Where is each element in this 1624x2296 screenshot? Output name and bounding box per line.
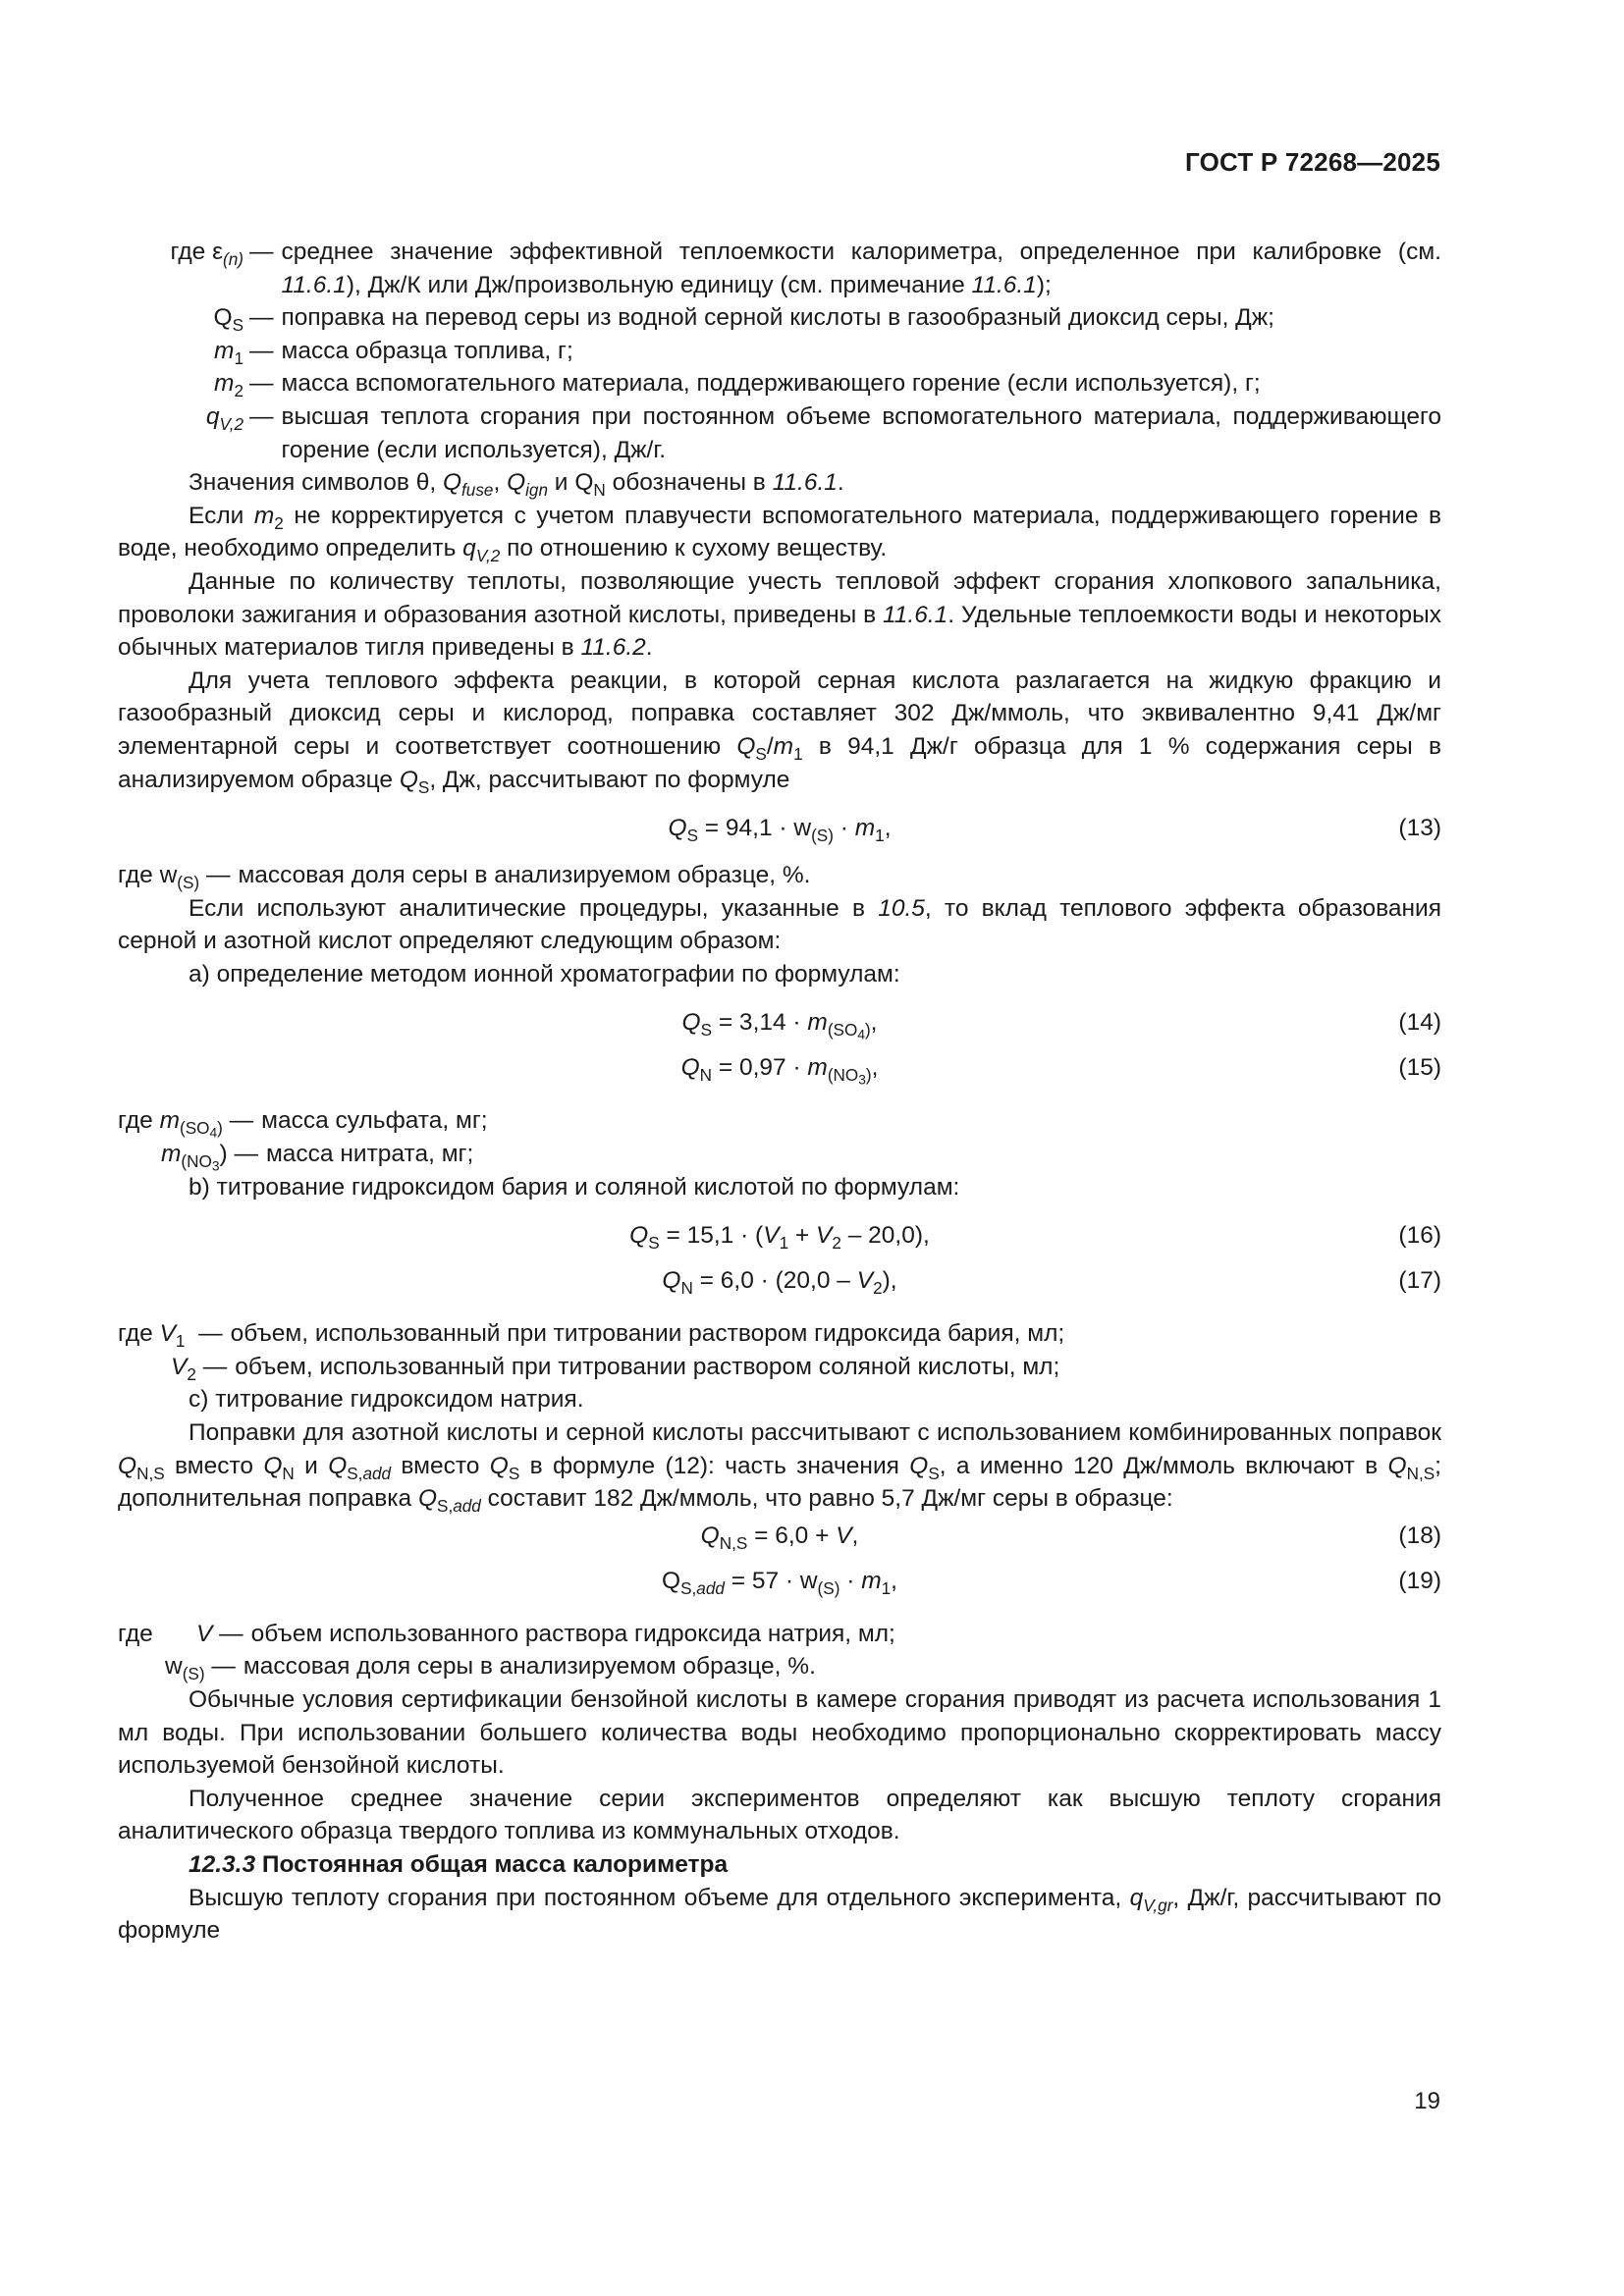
page-body: [118, 236, 1441, 1948]
definition-m-so4: где $m_{(SO_4)}$ — масса сульфата, мг;: [118, 1107, 488, 1141]
paragraph-m2-buoyancy: Если $m_2$ не корректируется с учетом плавучести вспомогательного материала, поддерживающего горение в воде, необходимо определить $q_{V,2}$ по отношению к сухому веществу.: [118, 502, 1441, 566]
definition-m2: $m_2$ — масса вспомогательного материала, поддерживающего горение (если используется), г;: [214, 370, 1261, 401]
definition-v2: $V_2$ — объем, использованный при титровании раствором соляной кислоты, мл;: [171, 1353, 1060, 1384]
paragraph-mean-value: Полученное среднее значение серии экспериментов определяют как высшую теплоту сгорания аналитического образца твердого топлива из коммунальных отходов.: [118, 1785, 1441, 1845]
definition-ws: где $w_{(S)}$ — массовая доля серы в анализируемом образце, %.: [118, 862, 811, 893]
equation-number: (19): [1398, 1567, 1441, 1594]
definition-qv2: $q_{V,2}$ — высшая теплота сгорания при постоянном объеме вспомогательного материала, поддерживающего горение (если используется), Дж/г.: [205, 402, 1441, 463]
equation-number: (15): [1398, 1054, 1441, 1082]
paragraph-certification: Обычные условия сертификации бензойной кислоты в камере сгорания приводят из расчета использования 1 мл воды. При использовании большего количества воды необходимо пропорционально скорректировать массу используемой бензойной кислоты.: [118, 1686, 1441, 1780]
formula-18: $Q_{N,S} = 6,0 + V$, (18): [118, 1516, 1441, 1555]
paragraph-gross-calorific: Высшую теплоту сгорания при постоянном объеме для отдельного эксперимента, $q_{V,gr}$, Дж/г, рассчитывают по формуле: [118, 1884, 1441, 1945]
formula-16: $Q_S = 15,1 \cdot (V_1 + V_2 - 20,0)$, (16): [118, 1215, 1441, 1255]
definition-m-no3: $m_{(NO_3}$) — масса нитрата, мг;: [161, 1141, 474, 1174]
equation-number: (17): [1398, 1267, 1441, 1295]
paragraph-symbols: Значения символов θ, $Q_{fuse}$, $Q_{ign}$ и $Q_N$ обозначены в 11.6.1.: [189, 469, 844, 501]
definition-ws-2: $w_{(S)}$ — массовая доля серы в анализируемом образце, %.: [165, 1653, 816, 1684]
definition-m1: $m_1$ — масса образца топлива, г;: [214, 337, 573, 368]
item-b-barium-titration: b) титрование гидроксидом бария и соляной кислотой по формулам:: [189, 1173, 960, 1201]
definition-qs: $Q_S$ — поправка на перевод серы из водной серной кислоты в газообразный диоксид серы, Дж;: [213, 304, 1274, 336]
equation-number: (14): [1398, 1009, 1441, 1037]
paragraph-heat-data: Данные по количеству теплоты, позволяющие учесть тепловой эффект сгорания хлопкового запальника, проволоки зажигания и образования азотной кислоты, приведены в 11.6.1. Удельные теплоемкости воды и некоторых обычных материалов тигля приведены в 11.6.2.: [118, 567, 1441, 662]
paragraph-reaction: Для учета теплового эффекта реакции, в которой серная кислота разлагается на жидкую фракцию и газообразный диоксид серы и кислород, поправка составляет 302 Дж/ммоль, что эквивалентно 9,41 Дж/мг элементарной серы и соответствует соотношению $Q_S/m_1$ в 94,1 Дж/г образца для 1 % содержания серы в анализируемом образце $Q_S$, Дж, рассчитывают по формуле: [118, 667, 1442, 797]
paragraph-corrections: Поправки для азотной кислоты и серной кислоты рассчитывают с использованием комбинированных поправок $Q_{N,S}$ вместо $Q_N$ и $Q_{S,add}$ вместо $Q_S$ в формуле (12): часть значения $Q_S$, а именно 120 Дж/ммоль включают в $Q_{N,S}$; дополнительная поправка $Q_{S,add}$ составит 182 Дж/ммоль, что равно 5,7 Дж/мг серы в образце:: [118, 1419, 1441, 1517]
formula-15: $Q_N = 0,97 \cdot m_{(NO_3)}$, (15): [118, 1047, 1441, 1087]
definition-epsilon: где $\varepsilon_{(n)}$ — среднее значение эффективной теплоемкости калориметра, определенное при калибровке (см. 11.6.1), Дж/К или Дж/произвольную единицу (см. примечание 11.6.1);: [170, 239, 1441, 298]
paragraph-analytical: Если используют аналитические процедуры, указанные в 10.5, то вклад теплового эффекта образования серной и азотной кислот определяют следующим образом:: [118, 894, 1442, 955]
equation-number: (16): [1398, 1222, 1441, 1250]
equation-number: (18): [1398, 1522, 1441, 1549]
document-code-header: ГОСТ Р 72268—2025: [1185, 147, 1440, 177]
equation-number: (13): [1398, 815, 1441, 842]
definition-v-naoh: где V — объем использованного раствора гидроксида натрия, мл;: [118, 1620, 895, 1647]
definition-v1: где $V_1$ — объем, использованный при титровании раствором гидроксида бария, мл;: [118, 1320, 1065, 1352]
formula-13: $Q_S = 94,1 \cdot w_{(S)} \cdot m_1$, (13): [118, 808, 1441, 847]
section-heading-12-3-3: 12.3.3 Постоянная общая масса калориметра: [189, 1850, 729, 1878]
item-a-ion-chromatography: а) определение методом ионной хроматографии по формулам:: [189, 960, 900, 988]
page-number: 19: [1414, 2088, 1440, 2114]
formula-17: $Q_N = 6,0 \cdot (20,0 - V_2)$, (17): [118, 1260, 1441, 1300]
formula-19: $Q_{S,add} = 57 \cdot w_{(S)} \cdot m_1$, (19): [118, 1561, 1441, 1600]
formula-14: $Q_S = 3,14 \cdot m_{(SO_4)}$, (14): [118, 1002, 1441, 1041]
item-c-sodium-titration: с) титрование гидроксидом натрия.: [189, 1386, 584, 1414]
